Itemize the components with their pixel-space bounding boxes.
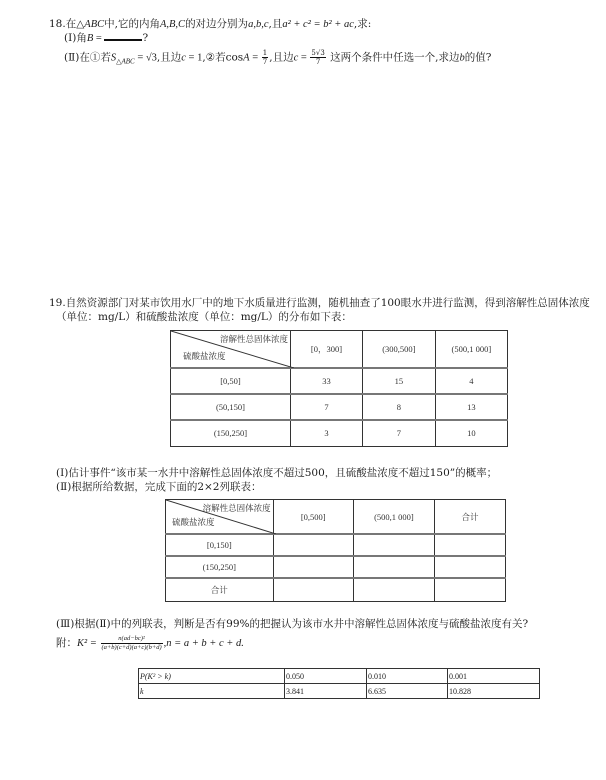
table-corner-header — [166, 500, 274, 535]
side-c: c — [181, 52, 186, 64]
cell: 15 — [363, 368, 436, 394]
side-c-value: = 1 — [185, 52, 203, 64]
q18-text: 的值? — [464, 51, 492, 64]
empty-cell[interactable] — [353, 534, 434, 556]
table-row — [166, 556, 506, 578]
numerator: 1 — [262, 49, 268, 57]
row-label: (50,150] — [171, 394, 291, 420]
n-definition: ,n = a + b + c + d. — [163, 638, 244, 649]
angle-a: A — [243, 52, 250, 64]
column-header: [0,500] — [273, 500, 353, 535]
table-row — [139, 684, 540, 699]
empty-cell[interactable] — [434, 578, 505, 601]
q18-text: 的对边分别为 — [185, 18, 249, 30]
critical-value-table — [138, 668, 540, 699]
table-row — [171, 368, 508, 394]
k-squared-fraction — [101, 635, 163, 652]
empty-cell[interactable] — [273, 578, 353, 601]
cell: 8 — [363, 394, 436, 420]
empty-cell[interactable] — [273, 534, 353, 556]
q18-stem — [49, 17, 371, 32]
equals: = — [298, 52, 310, 64]
column-axis-label: 溶解性总固体浓度 — [202, 503, 271, 513]
area-value: = √3 — [134, 52, 157, 64]
q18-part1-end: ? — [142, 32, 149, 44]
probability-header: P(K² > k) — [139, 669, 285, 684]
cell: 0.050 — [285, 669, 367, 684]
q18-text: 在△ — [65, 18, 85, 30]
q18-sides: a,b,c — [248, 19, 269, 30]
equals: = — [249, 52, 261, 64]
distribution-table — [170, 330, 508, 447]
numerator: n(ad−bc)² — [101, 635, 163, 644]
q18-text: ,且边 — [269, 51, 294, 64]
area-subscript: △ABC — [116, 57, 135, 66]
cell: 7 — [363, 420, 436, 446]
denominator: 7 — [262, 58, 268, 66]
table-row — [171, 394, 508, 420]
column-axis-label: 溶解性总固体浓度 — [219, 334, 288, 344]
empty-cell[interactable] — [273, 556, 353, 578]
cell: 10.828 — [448, 684, 540, 699]
cell: 4 — [435, 368, 507, 394]
empty-cell[interactable] — [434, 534, 505, 556]
q18-part1-eq: = — [93, 33, 105, 44]
k-header: k — [139, 684, 285, 699]
answer-blank[interactable] — [104, 31, 142, 41]
q18-angles: A,B,C — [159, 19, 186, 30]
q18-part2-label: (Ⅱ)在①若 — [64, 51, 111, 64]
q19-part1: (Ⅰ)估计事件“该市某一水井中溶解性总固体浓度不超过500，且硫酸盐浓度不超过150”的概率； — [56, 467, 498, 479]
c-fraction — [310, 49, 325, 66]
table-corner-header — [171, 331, 291, 369]
q18-number: 18. — [49, 18, 66, 30]
table-row — [166, 534, 506, 556]
cell: 10 — [435, 420, 507, 446]
cell: 3 — [290, 420, 362, 446]
column-header: (500,1 000] — [435, 331, 507, 369]
side-c: c — [293, 52, 299, 64]
cell: 3.841 — [285, 684, 367, 699]
q18-part1-var: B — [86, 33, 94, 44]
q19-stem-line1: 19.自然资源部门对某市饮用水厂中的地下水质量进行监测，随机抽查了100眼水井进行监测，得到溶解性总固体浓度 — [49, 297, 590, 309]
empty-cell[interactable] — [434, 556, 505, 578]
q18-text: ,且边 — [156, 51, 182, 64]
q19-part3: (Ⅲ)根据(Ⅱ)中的列联表，判断是否有99%的把握认为该市水井中溶解性总固体浓度与硫酸盐浓度有关? — [56, 618, 529, 630]
empty-cell[interactable] — [353, 578, 434, 601]
cell: 33 — [290, 368, 362, 394]
denominator: (a+b)(c+d)(a+c)(b+d) — [101, 643, 162, 651]
q18-part1 — [64, 31, 148, 46]
row-label: [0,50] — [171, 368, 291, 394]
q18-equation: a² + c² = b² + ac — [282, 19, 354, 30]
row-label: (150,250] — [171, 420, 291, 446]
q18-text: ,且 — [268, 18, 283, 30]
q19-stem-line2: （单位：mg/L）和硫酸盐浓度（单位：mg/L）的分布如下表： — [56, 311, 352, 323]
q18-part2 — [64, 49, 491, 66]
cell: 13 — [435, 394, 507, 420]
row-label: (150,250] — [166, 556, 274, 578]
cell: 0.010 — [367, 669, 448, 684]
row-label: 合计 — [166, 578, 274, 601]
table-row — [171, 420, 508, 446]
k-squared: K² = — [77, 638, 100, 649]
column-header: (300,500] — [363, 331, 436, 369]
q18-text: ,②若cos — [202, 51, 244, 64]
cell: 6.635 — [367, 684, 448, 699]
column-header: [0，300] — [290, 331, 362, 369]
formula-label: 附： — [56, 637, 77, 649]
empty-cell[interactable] — [353, 556, 434, 578]
row-axis-label: 硫酸盐浓度 — [183, 351, 226, 361]
q18-triangle: ABC — [84, 19, 105, 30]
q19-part2: (Ⅱ)根据所给数据，完成下面的2×2列联表： — [56, 481, 262, 493]
cell: 7 — [290, 394, 362, 420]
row-label: [0,150] — [166, 534, 274, 556]
table-row — [166, 578, 506, 601]
q18-part1-label: (Ⅰ)角 — [64, 32, 87, 44]
contingency-table — [165, 499, 506, 602]
side-b: b — [459, 52, 465, 64]
denominator: 7 — [315, 58, 321, 66]
row-axis-label: 硫酸盐浓度 — [172, 517, 215, 527]
area-symbol: S — [110, 52, 117, 64]
q18-text: 这两个条件中任选一个,求边 — [326, 51, 460, 64]
column-header: (500,1 000] — [353, 500, 434, 535]
formula-line — [56, 632, 244, 655]
table-row — [139, 669, 540, 684]
column-header: 合计 — [434, 500, 505, 535]
cell: 0.001 — [448, 669, 540, 684]
numerator: 5√3 — [311, 49, 325, 57]
cos-fraction — [262, 49, 268, 66]
q18-text: ,求: — [353, 18, 372, 30]
q18-text: 中,它的内角 — [104, 18, 160, 30]
